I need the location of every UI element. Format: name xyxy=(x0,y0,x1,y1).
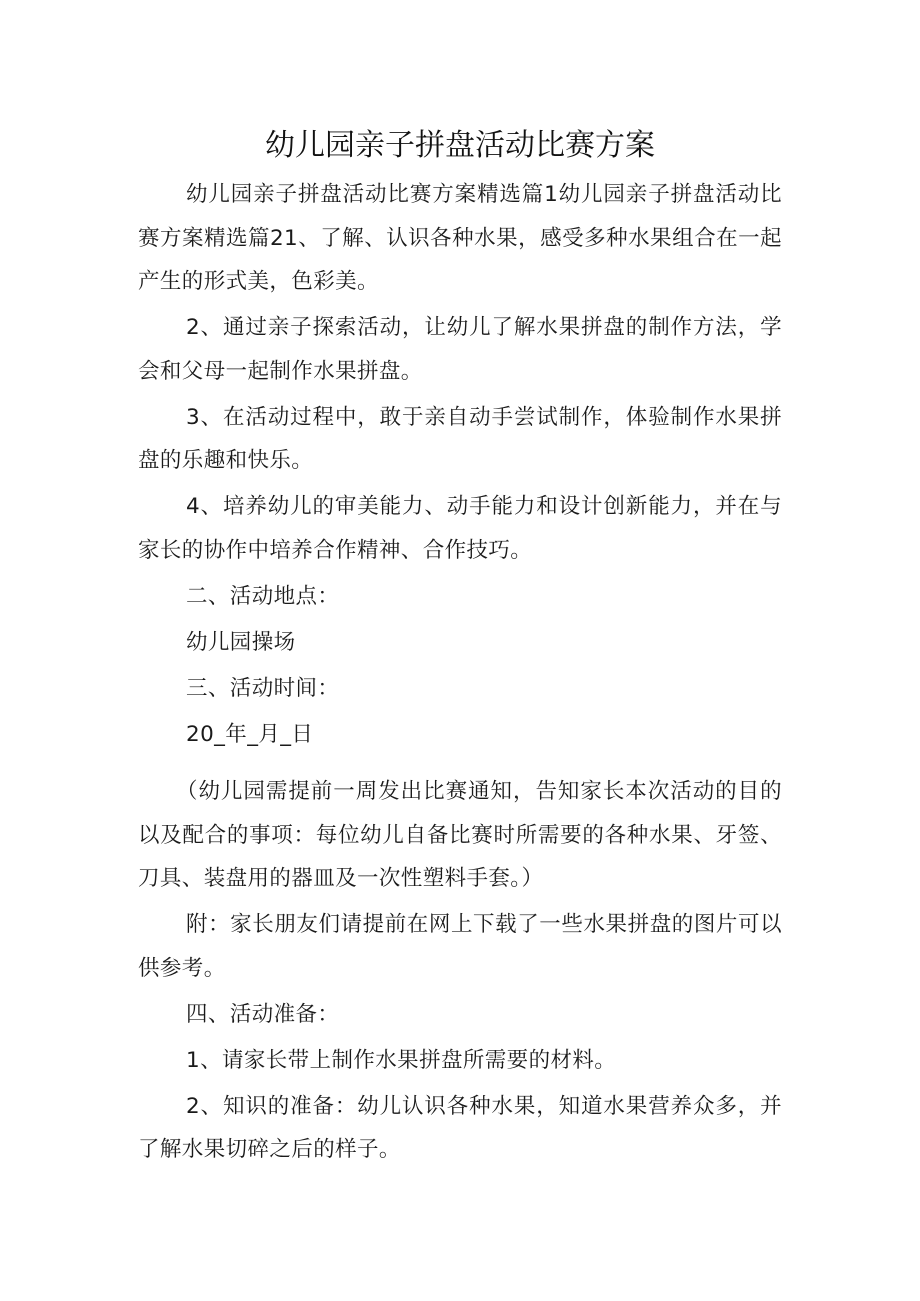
document-page xyxy=(138,122,782,1174)
paragraph-objective-4: 4、培养幼儿的审美能力、动手能力和设计创新能力，并在与家长的协作中培养合作精神、合作技巧。 xyxy=(138,494,782,563)
section-heading-preparation: 四、活动准备： xyxy=(186,1001,340,1027)
section-heading-time: 三、活动时间： xyxy=(186,675,340,701)
paragraph-appendix-note: 附：家长朋友们请提前在网上下载了一些水果拼盘的图片可以供参考。 xyxy=(138,912,782,981)
paragraph-notice: （幼儿园需提前一周发出比赛通知，告知家长本次活动的目的以及配合的事项：每位幼儿自备比赛时所需要的各种水果、牙签、刀具、装盘用的器皿及一次性塑料手套。） xyxy=(138,779,782,891)
paragraph-preparation-2: 2、知识的准备：幼儿认识各种水果，知道水果营养众多，并了解水果切碎之后的样子。 xyxy=(138,1093,782,1162)
document-title: 幼儿园亲子拼盘活动比赛方案 xyxy=(265,128,655,163)
paragraph-intro-objective-1: 幼儿园亲子拼盘活动比赛方案精选篇1幼儿园亲子拼盘活动比赛方案精选篇21、了解、认识各种水果，感受多种水果组合在一起产生的形式美，色彩美。 xyxy=(138,182,782,294)
paragraph-preparation-1: 1、请家长带上制作水果拼盘所需要的材料。 xyxy=(186,1047,617,1073)
paragraph-objective-2: 2、通过亲子探索活动，让幼儿了解水果拼盘的制作方法，学会和父母一起制作水果拼盘。 xyxy=(138,315,782,384)
section-heading-location: 二、活动地点： xyxy=(186,583,340,609)
paragraph-location: 幼儿园操场 xyxy=(186,629,296,655)
paragraph-objective-3: 3、在活动过程中，敢于亲自动手尝试制作，体验制作水果拼盘的乐趣和快乐。 xyxy=(138,404,782,473)
paragraph-date: 20_年_月_日 xyxy=(186,721,314,747)
